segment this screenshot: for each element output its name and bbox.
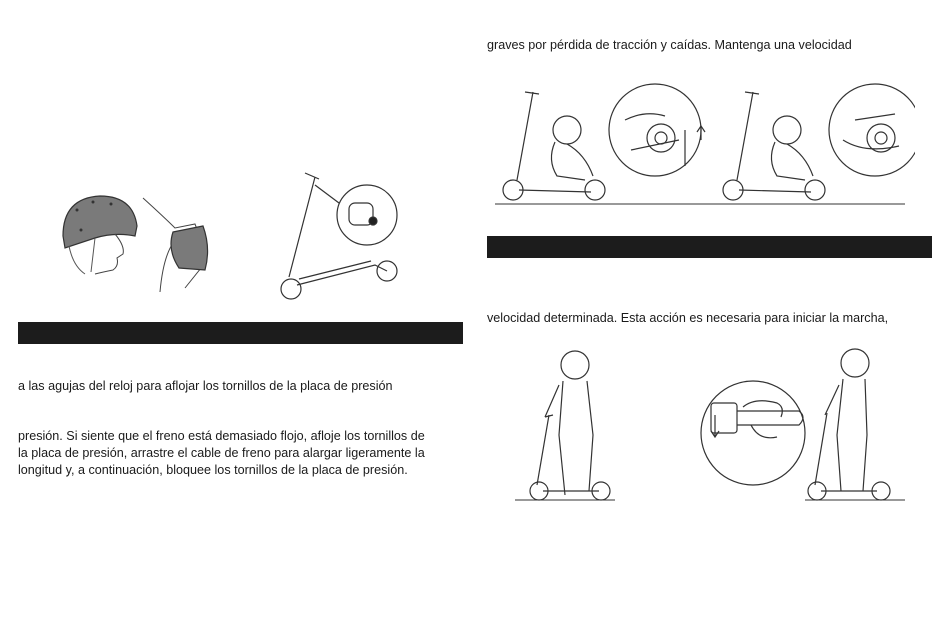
left-paragraph-1: a las agujas del reloj para aflojar los tornillos de la placa de presión	[18, 379, 393, 393]
protective-gear-figure	[55, 188, 210, 298]
wheel-closeup-icon	[609, 84, 705, 176]
section-header-bar	[487, 236, 932, 258]
section-header-bar	[18, 322, 463, 344]
text-line: la placa de presión, arrastre el cable de freno para alargar ligeramente la	[18, 446, 425, 460]
standing-rider-icon	[530, 351, 610, 500]
right-mid-line: velocidad determinada. Esta acción es necesaria para iniciar la marcha,	[487, 311, 889, 325]
display-callout-icon	[315, 185, 397, 245]
text-line: longitud y, a continuación, bloquee los tornillos de la placa de presión.	[18, 463, 408, 477]
rider-kneeling-brake-icon	[503, 92, 605, 200]
wheel-closeup-icon	[829, 84, 915, 176]
right-top-line: graves por pérdida de tracción y caídas. Mantenga una velocidad	[487, 38, 852, 52]
scooter-display-figure	[275, 165, 405, 305]
riding-position-icon	[808, 349, 890, 500]
kick-start-figure	[515, 345, 910, 505]
text-line: presión. Si siente que el freno está demasiado flojo, afloje los tornillos de	[18, 429, 425, 443]
helmet-icon	[63, 196, 137, 274]
rider-kneeling-brake-icon	[723, 92, 825, 200]
scooter-icon	[281, 173, 397, 299]
brake-adjustment-figure	[495, 80, 915, 210]
elbow-pad-icon	[143, 198, 208, 292]
throttle-hand-closeup-icon	[701, 381, 805, 485]
